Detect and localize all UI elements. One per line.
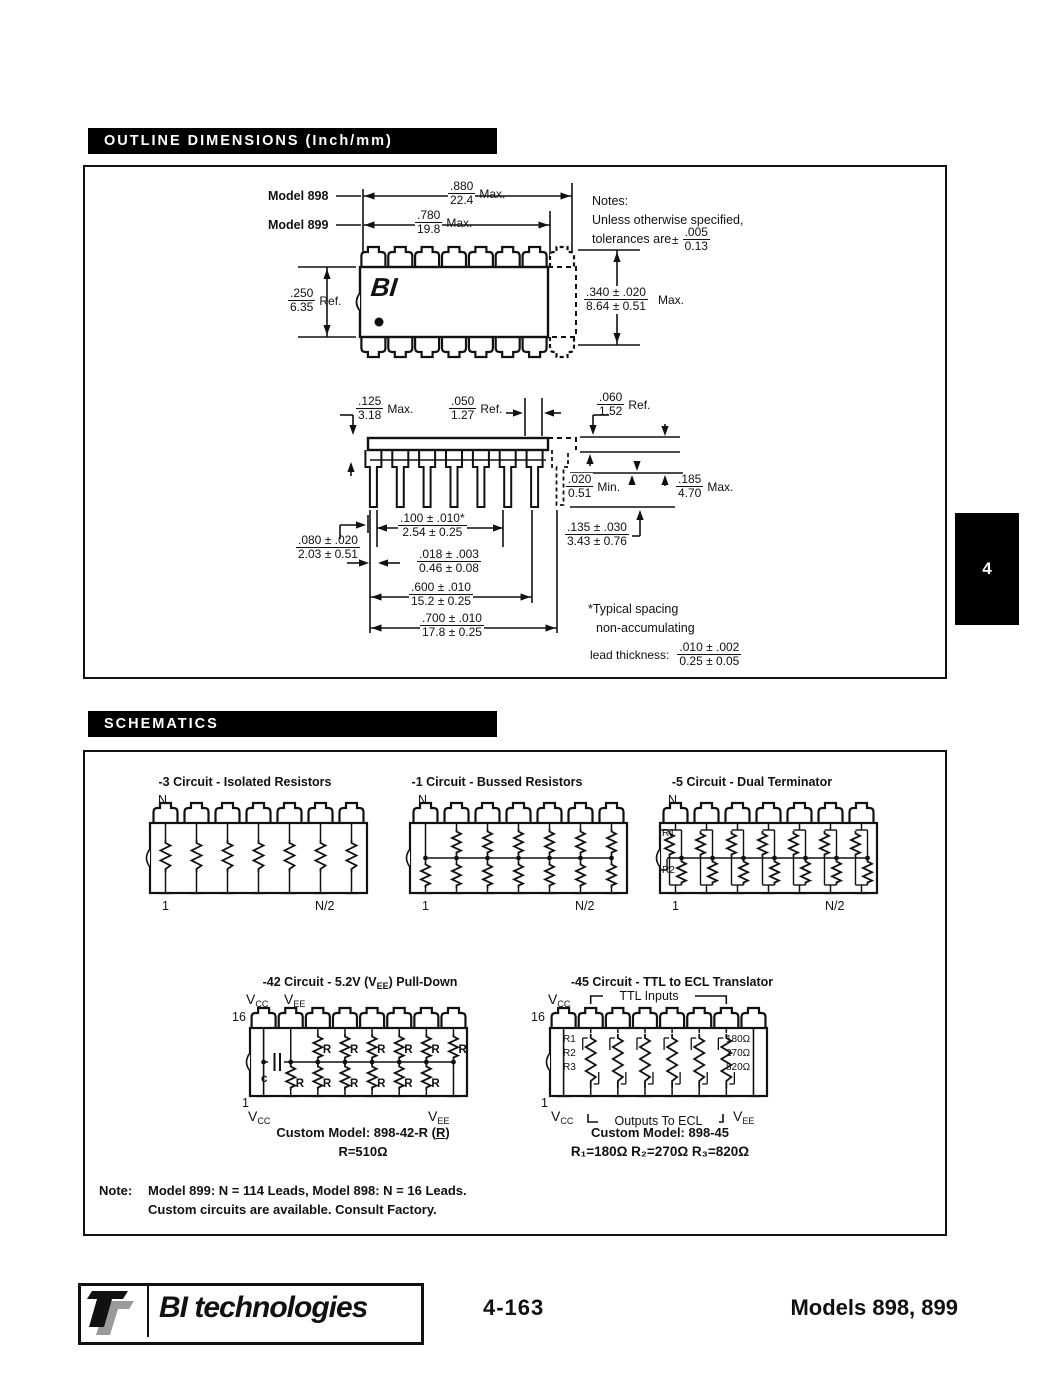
pin-n-label: N [158, 793, 168, 807]
dim-600-label: $\frac{.600 \pm .010}{15.2 \pm 0.25}$ [411, 580, 471, 609]
dim-050-label: $\frac{.050}{1.27}$ Ref. [451, 394, 503, 423]
package-dashed-extension [548, 267, 576, 337]
pin-1-label: 1 [541, 1096, 548, 1110]
note-label: Note: [99, 1183, 133, 1198]
dim-880-label: $\frac{.880}{22.4}$ Max. [450, 179, 506, 208]
side-view-dimension-lines [340, 398, 683, 633]
vee-label: $V_{EE}$ [428, 1108, 450, 1126]
r2-label: R2 [563, 1048, 576, 1059]
resistor-letter: R [431, 1044, 440, 1056]
pin-n2-label: N/2 [825, 899, 845, 913]
brand-name: BI technologies [159, 1291, 368, 1324]
page-number: 4-163 [483, 1295, 545, 1320]
resistor-letter: R [404, 1044, 413, 1056]
dim-100-label: $\frac{.100 \pm .010*}{2.54 \pm 0.25}$ [400, 511, 465, 540]
schematics-header: SCHEMATICS [88, 711, 497, 737]
model-899-label: Model 899 [268, 218, 329, 232]
resistor-letter: R [404, 1078, 413, 1090]
circuit45-title: -45 Circuit - TTL to ECL Translator [570, 975, 774, 989]
pin-n2-label: N/2 [315, 899, 335, 913]
dim-250-label: $\frac{.250}{6.35}$ Ref. [290, 286, 342, 315]
dim-185-label: $\frac{.185}{4.70}$ Max. [678, 472, 734, 501]
dim-340-label: $\frac{.340 \pm .020}{8.64 \pm 0.51}$ Max. [586, 285, 684, 314]
vee-label: $V_{EE}$ [733, 1108, 755, 1126]
resistor-letter: R [377, 1044, 386, 1056]
dim-125-label: $\frac{.125}{3.18}$ Max. [358, 394, 414, 423]
vcc-label: $V_{CC}$ [248, 1108, 271, 1126]
notes-block: Notes: Unless otherwise specified, tolerances are [592, 194, 744, 246]
pin-n-label: N [418, 793, 428, 807]
pin-1-label: 1 [422, 899, 429, 913]
schematics-drawing [83, 750, 943, 1232]
pin-1-label: 1 [162, 899, 169, 913]
dim-135-label: $\frac{.135 \pm .030}{3.43 \pm 0.76}$ [562, 521, 632, 549]
pin-1-label: 1 [242, 1096, 249, 1110]
note-line1: Model 899: N = 114 Leads, Model 898: N = 16 Leads. [148, 1183, 467, 1198]
outline-dimensions-header: OUTLINE DIMENSIONS (Inch/mm) [88, 128, 497, 154]
r1-label: R1 [662, 828, 675, 839]
pin1-dot [375, 318, 384, 327]
circuit5-title: -5 Circuit - Dual Terminator [671, 775, 833, 789]
model-898-label: Model 898 [268, 189, 329, 203]
dim-020-label: $\frac{.020}{0.51}$ Min. [568, 472, 621, 501]
outline-drawing [83, 165, 943, 675]
ttl-inputs-label: TTL Inputs [603, 989, 695, 1003]
dim-780-label: $\frac{.780}{19.8}$ Max. [417, 208, 473, 237]
lead-thickness-label: lead thickness: $\frac{.010 \pm .002}{0.25 \pm 0.05}$ [590, 640, 740, 669]
pin-n2-label: N/2 [575, 899, 595, 913]
r1-value: 180Ω [726, 1034, 751, 1045]
custom-model-42: Custom Model: 898-42-R (R) [276, 1125, 450, 1140]
vcc-label: $V_{CC}$ [548, 991, 571, 1009]
resistor-letter: R [322, 1078, 332, 1090]
non-accumulating-note: non-accumulating [596, 621, 695, 635]
resistor-letter: R [349, 1044, 359, 1056]
footer-models: Models 898, 899 [790, 1295, 958, 1320]
circuit1-title: -1 Circuit - Bussed Resistors [411, 775, 583, 789]
side-view-body [368, 438, 548, 450]
pin-16-label: 16 [531, 1010, 545, 1024]
circuit42-title: -42 Circuit - 5.2V $(V_{EE})$ Pull-Down [262, 975, 458, 991]
r3-label: R3 [563, 1062, 576, 1073]
typical-spacing-note: *Typical spacing [588, 602, 679, 616]
resistor-letter: R [349, 1078, 359, 1090]
package-notch [357, 293, 361, 311]
r2-value: 270Ω [726, 1048, 751, 1059]
r-value-42: R=510Ω [338, 1144, 388, 1159]
resistor-letter: R [431, 1078, 440, 1090]
resistor-letter: c [261, 1073, 268, 1085]
resistor-letter: R [377, 1078, 386, 1090]
circuit3-title: -3 Circuit - Isolated Resistors [158, 775, 332, 789]
vcc-label: $V_{CC}$ [551, 1108, 574, 1126]
custom-model-45: Custom Model: 898-45 [591, 1125, 729, 1140]
tolerance-label: ± $\frac{.005}{0.13}$ [672, 225, 708, 254]
pin-16-label: 16 [232, 1010, 246, 1024]
dim-060-label: $\frac{.060}{1.52}$ Ref. [599, 390, 651, 419]
dim-018-label: $\frac{.018 \pm .003}{0.46 \pm 0.08}$ [414, 548, 484, 576]
pin-1-label: 1 [672, 899, 679, 913]
r2-label: R2 [662, 865, 675, 876]
r3-value: 820Ω [726, 1062, 751, 1073]
section-tab-4: 4 [955, 513, 1019, 625]
side-view-leads [365, 450, 542, 507]
dim-080-label: $\frac{.080 \pm .020}{2.03 \pm 0.51}$ [298, 533, 358, 562]
resistor-letter: R [322, 1044, 332, 1056]
resistor-letter: R [458, 1044, 467, 1056]
logo-divider [147, 1286, 149, 1337]
bi-logo: BI [369, 272, 399, 302]
resistor-letter: R [295, 1078, 305, 1090]
note-line2: Custom circuits are available. Consult Factory. [148, 1202, 437, 1217]
outputs-to-ecl-label: Outputs To ECL [598, 1114, 719, 1128]
vcc-label: $V_{CC}$ [246, 991, 269, 1009]
dim-700-label: $\frac{.700 \pm .010}{17.8 \pm 0.25}$ [422, 611, 482, 640]
r1-label: R1 [563, 1034, 576, 1045]
pin-n-label: N [668, 793, 678, 807]
bi-logo-glyph [84, 1289, 142, 1337]
r-equation-45: R₁=180Ω R₂=270Ω R₃=820Ω [570, 1144, 750, 1159]
vee-label: $V_{EE}$ [284, 991, 306, 1009]
